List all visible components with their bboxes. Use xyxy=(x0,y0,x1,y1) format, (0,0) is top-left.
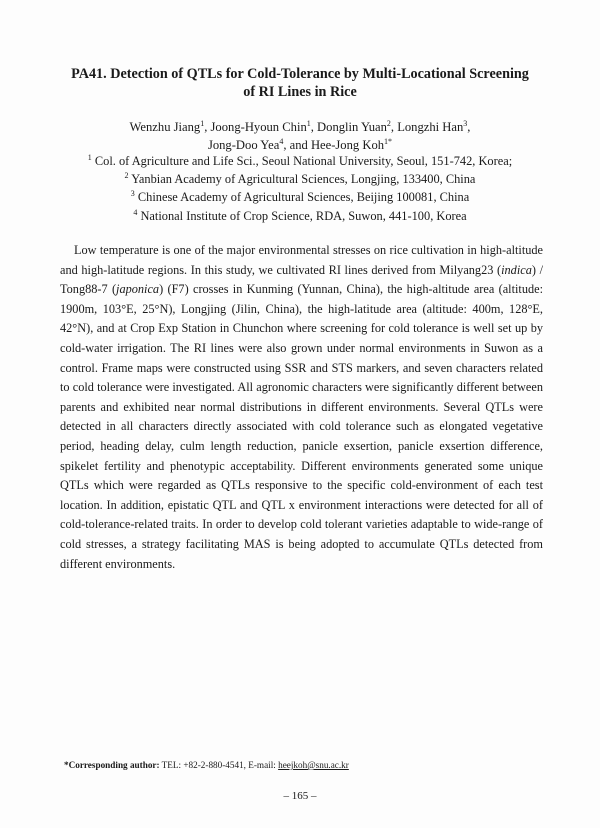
author-list xyxy=(50,118,550,154)
affiliation-mark: 4 xyxy=(133,207,138,217)
page-number: – 165 – xyxy=(283,790,317,802)
abstract-text: Low temperature is one of the major environmental stresses on rice cultivation in high-altitude and high-latitude regions. In this study, we cultivated RI lines derived from Milyang23 ( xyxy=(60,243,543,277)
author-name: Wenzhu Jiang xyxy=(129,120,201,134)
author-line-2: Jong-Doo Yea$^4$, and Hee-Jong Koh$^{1*}$ xyxy=(207,136,393,152)
affiliation-mark: 2 xyxy=(124,171,129,181)
abstract-text: ) (F7) crosses in Kunming (Yunnan, China), the high-altitude area (altitude: 1900m, 103°E, 25°N), Longjing (Jilin, China), the high-latitude area (altitude: 400m, 128°E, 42°N), and at Crop Exp Station in Chunchon where screening for cold tolerance is well set up by cold-water irrigation. The RI lines were also grown under normal environments in Suwon as a control. Frame maps were constructed using SSR and STS markers, and seven characters related to cold tolerance were investigated. All agronomic characters were significantly different between parents and exhibited near normal distributions in different environments. Several QTLs were detected in all characters directly associated with cold tolerance such as elongated vegetative period, heading delay, culm length reduction, panicle exsertion, panicle exsertion difference, spikelet fertility and phenotypic acceptability. Different environments generated some unique QTLs which were regarded as QTLs responsive to the specific cold-environment of each test location. In addition, epistatic QTL and QTL x environment interactions were detected for all of cold-tolerance-related traits. In order to develop cold tolerant varieties adaptable to wide-range of cold stresses, a strategy facilitating MAS is being adopted to accumulate QTLs detected from different environments. xyxy=(60,282,543,571)
affiliation-text: National Institute of Crop Science, RDA, Suwon, 441-100, Korea xyxy=(140,208,467,223)
affiliation-mark: 3 xyxy=(130,189,135,199)
author-affil-mark: 4 xyxy=(279,136,284,146)
footnote-contact: TEL: +82-2-880-4541, E-mail: xyxy=(159,760,279,770)
affiliation-text: Col. of Agriculture and Life Sci., Seoul National University, Seoul, 151-742, Korea; xyxy=(94,154,513,168)
footnote-label: *Corresponding author: xyxy=(64,760,160,770)
author-name: Donglin Yuan xyxy=(317,120,387,134)
affiliation-item xyxy=(60,188,540,206)
affiliation-item xyxy=(60,207,540,225)
affiliation-list xyxy=(60,152,540,225)
affiliation-text: Yanbian Academy of Agricultural Sciences, Longjing, 133400, China xyxy=(131,172,476,187)
author-line-1: Wenzhu Jiang$^1$, Joong-Hyoun Chin$^1$, Donglin Yuan$^2$, Longzhi Han$^3$, xyxy=(129,118,471,134)
title-line-1: PA41. Detection of QTLs for Cold-Tolerance by Multi-Locational Screening xyxy=(71,66,529,82)
author-name: and Hee-Jong Koh xyxy=(289,138,385,152)
affiliation-text: Chinese Academy of Agricultural Sciences, Beijing 100081, China xyxy=(137,190,470,205)
email-link[interactable]: heejkoh@snu.ac.kr xyxy=(278,760,349,770)
title-line-2: of RI Lines in Rice xyxy=(243,84,357,100)
author-name: Longzhi Han xyxy=(397,120,464,134)
affiliation-item xyxy=(60,170,540,188)
author-name: Jong-Doo Yea xyxy=(207,138,280,152)
corresponding-author-footnote xyxy=(64,759,544,771)
abstract-paragraph xyxy=(60,241,543,574)
author-affil-mark: 1 xyxy=(200,118,205,128)
author-affil-mark: 2 xyxy=(386,118,391,128)
author-affil-mark: 1* xyxy=(384,136,393,146)
author-affil-mark: 1 xyxy=(306,118,311,128)
paper-title xyxy=(50,65,550,101)
author-name: Joong-Hyoun Chin xyxy=(210,120,307,134)
affiliation-item xyxy=(60,152,540,170)
abstract-body xyxy=(60,241,543,574)
abstract-italic-term: indica xyxy=(501,262,532,277)
affiliation-mark: 1 xyxy=(87,152,92,162)
abstract-italic-term: japonica xyxy=(116,282,160,297)
abstract-text: ) / Tong88-7 ( xyxy=(60,262,543,297)
author-affil-mark: 3 xyxy=(463,118,468,128)
